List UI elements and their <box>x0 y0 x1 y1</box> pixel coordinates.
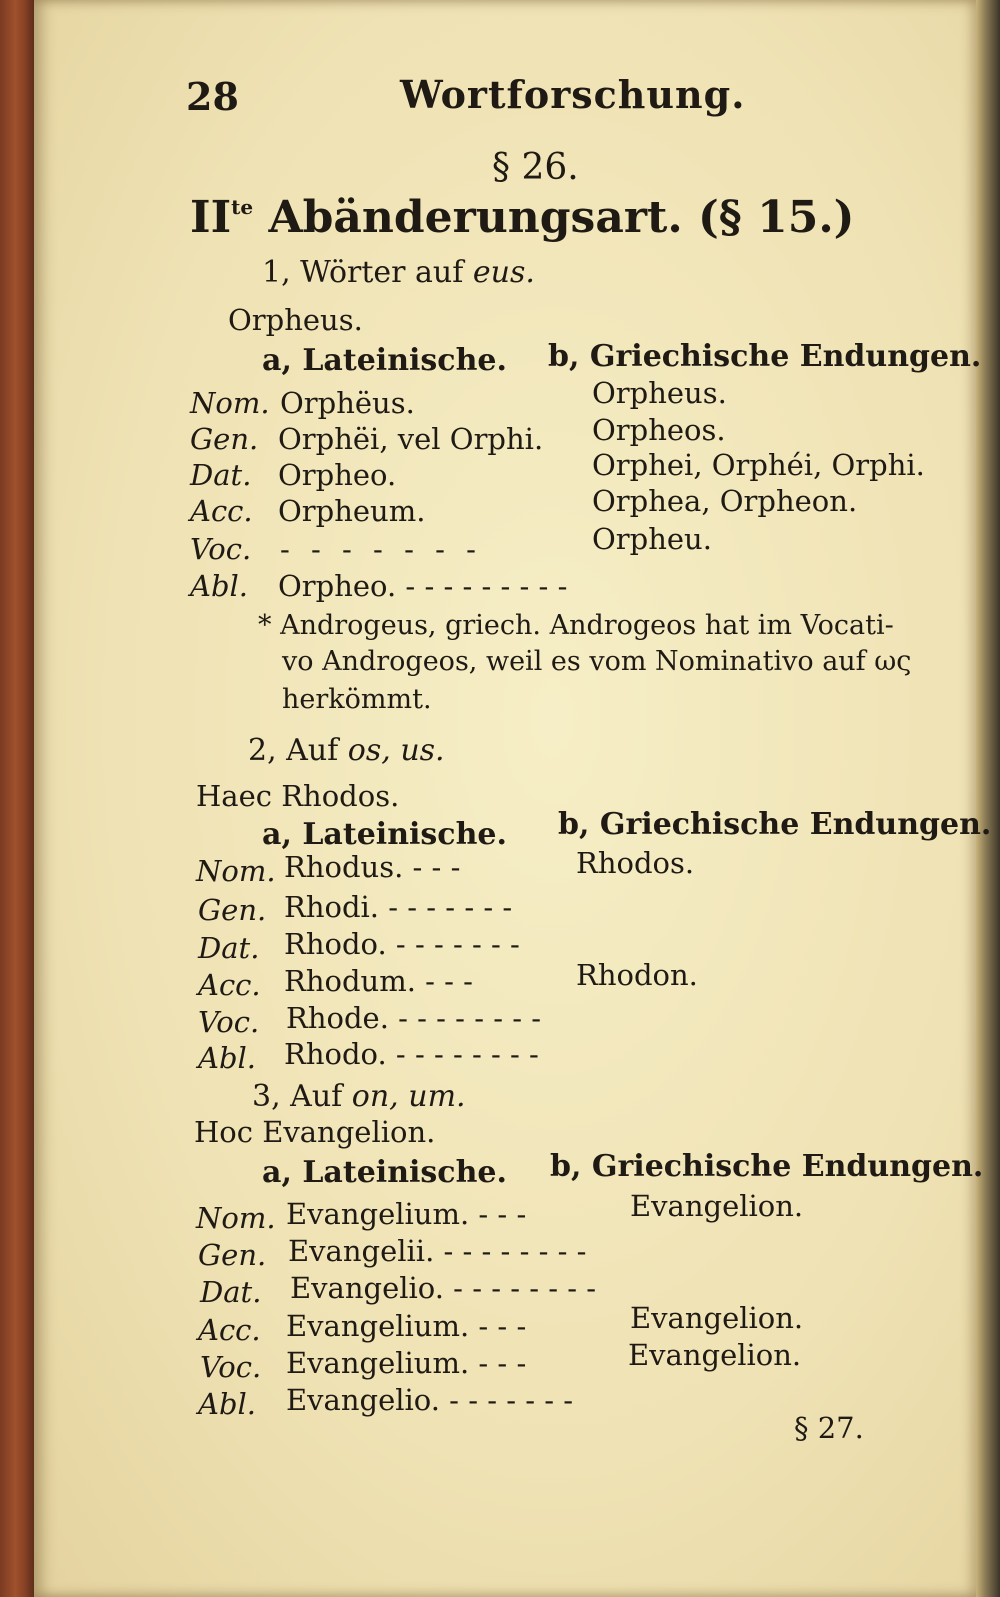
declension-heading: $II^{te}$ Abänderungsart. (§ 15.) <box>190 192 855 243</box>
p1-case-gen: Gen. <box>190 422 259 456</box>
page-number: 28 <box>186 74 239 119</box>
p3-case-dat: Dat. <box>200 1275 262 1309</box>
footnote-line-1: * Androgeus, griech. Androgeos hat im Vocati- <box>258 610 894 641</box>
p2-case-nom: Nom. <box>196 854 276 888</box>
p3-latin-nom: Evangelium. - - - <box>286 1197 527 1231</box>
p3-case-abl: Abl. <box>198 1387 256 1421</box>
p1-latin-voc: - - - - - - - <box>280 532 482 566</box>
p1-greek-voc: Orpheu. <box>592 522 712 556</box>
part1-word: Orpheus. <box>228 303 363 337</box>
p2-latin-acc: Rhodum. - - - <box>284 964 473 998</box>
p2-case-voc: Voc. <box>198 1005 260 1039</box>
p1-case-acc: Acc. <box>190 494 253 528</box>
p2-greek-acc: Rhodon. <box>576 958 698 992</box>
p1-greek-nom: Orpheus. <box>592 376 727 410</box>
part3-col-greek: b, Griechische Endungen. <box>550 1149 984 1184</box>
footnote-line-3: herkömmt. <box>282 684 432 715</box>
footnote-line-2: vo Androgeos, weil es vom Nominativo auf ως <box>282 646 912 677</box>
part1-col-greek: b, Griechische Endungen. <box>548 339 982 374</box>
p1-greek-dat: Orphei, Orphéi, Orphi. <box>592 448 925 482</box>
running-head: Wortforschung. <box>400 72 746 117</box>
part2-col-greek: b, Griechische Endungen. <box>558 807 992 842</box>
p2-latin-dat: Rhodo. - - - - - - - <box>284 927 520 961</box>
p2-case-dat: Dat. <box>198 931 260 965</box>
p1-latin-dat: Orpheo. <box>278 458 397 492</box>
book-spine <box>0 0 34 1597</box>
page-edge <box>976 0 1000 1597</box>
p2-case-gen: Gen. <box>198 893 267 927</box>
part2-title: 2, Auf os, us. <box>248 733 445 768</box>
p1-latin-acc: Orpheum. <box>278 494 426 528</box>
p2-case-acc: Acc. <box>198 968 261 1002</box>
p3-latin-dat: Evangelio. - - - - - - - - <box>290 1271 597 1305</box>
part2-word: Haec Rhodos. <box>196 779 400 813</box>
p2-case-abl: Abl. <box>198 1041 256 1075</box>
p1-case-abl: Abl. <box>190 569 248 603</box>
catchword: § 27. <box>794 1411 864 1445</box>
p2-latin-nom: Rhodus. - - - <box>284 850 461 884</box>
p1-case-voc: Voc. <box>190 532 252 566</box>
part3-col-latin: a, Lateinische. <box>262 1155 507 1190</box>
p3-latin-voc: Evangelium. - - - <box>286 1346 527 1380</box>
p3-case-voc: Voc. <box>200 1350 262 1384</box>
part2-col-latin: a, Lateinische. <box>262 817 507 852</box>
p3-greek-acc: Evangelion. <box>630 1301 804 1335</box>
p1-case-nom: Nom. <box>190 386 270 420</box>
p3-greek-voc: Evangelion. <box>628 1338 802 1372</box>
p2-latin-abl: Rhodo. - - - - - - - - <box>284 1037 539 1071</box>
section-mark: § 26. <box>492 147 579 188</box>
p1-greek-gen: Orpheos. <box>592 413 726 447</box>
part3-title: 3, Auf on, um. <box>252 1079 466 1114</box>
p3-case-acc: Acc. <box>198 1313 261 1347</box>
p3-latin-gen: Evangelii. - - - - - - - - <box>288 1234 587 1268</box>
p3-latin-acc: Evangelium. - - - <box>286 1309 527 1343</box>
part1-col-latin: a, Lateinische. <box>262 343 507 378</box>
p3-case-gen: Gen. <box>198 1238 267 1272</box>
p1-greek-acc: Orphea, Orpheon. <box>592 484 858 518</box>
p1-latin-nom: Orphëus. <box>280 386 415 420</box>
part1-title: 1, Wörter auf eus. <box>262 255 535 290</box>
p2-latin-gen: Rhodi. - - - - - - - <box>284 890 513 924</box>
p1-latin-abl: Orpheo. - - - - - - - - - <box>278 569 568 603</box>
p3-case-nom: Nom. <box>196 1201 276 1235</box>
p2-latin-voc: Rhode. - - - - - - - - <box>286 1001 542 1035</box>
p3-latin-abl: Evangelio. - - - - - - - <box>286 1383 574 1417</box>
p1-latin-gen: Orphëi, vel Orphi. <box>278 422 544 456</box>
p2-greek-nom: Rhodos. <box>576 846 695 880</box>
p3-greek-nom: Evangelion. <box>630 1189 804 1223</box>
part3-word: Hoc Evangelion. <box>194 1115 436 1149</box>
p1-case-dat: Dat. <box>190 458 252 492</box>
